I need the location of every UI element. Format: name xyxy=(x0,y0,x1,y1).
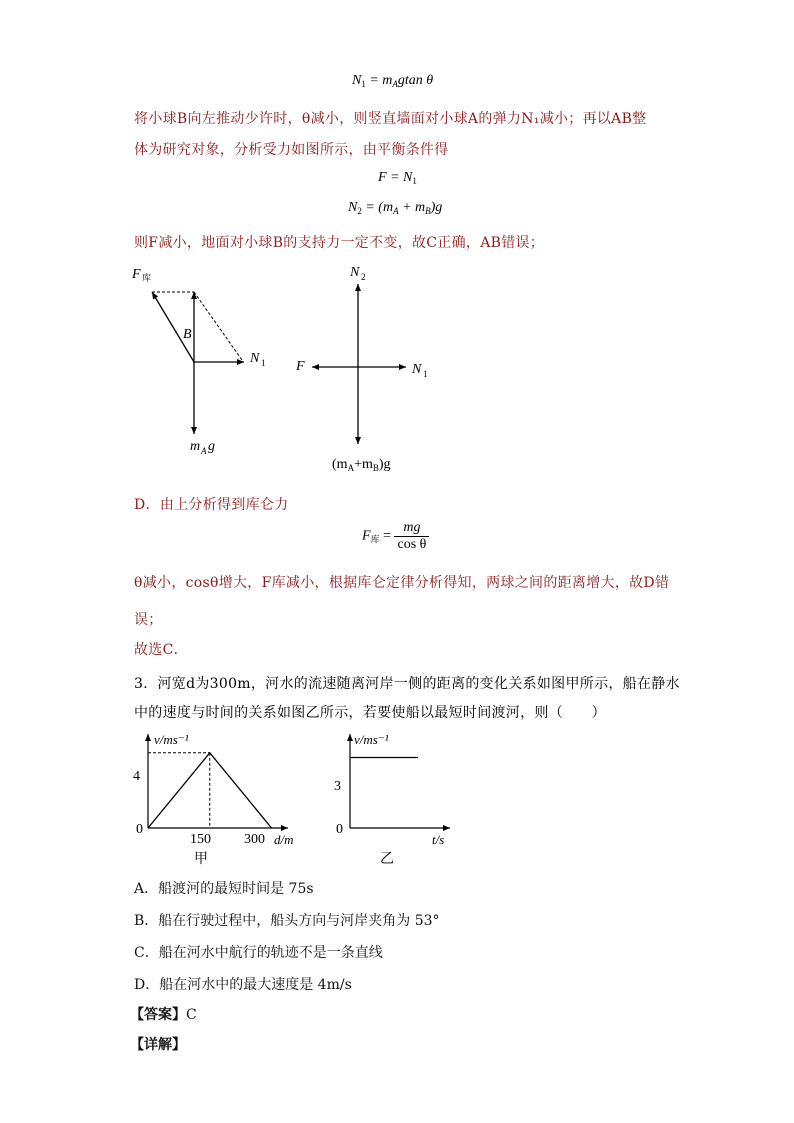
equation-n1: $N_1 = m_Agtan$ θ xyxy=(352,73,434,89)
label-f-ku: F xyxy=(132,267,141,282)
answer-value: C xyxy=(186,1007,197,1023)
label-f-ku-sub: 库 xyxy=(142,273,152,283)
equation-coulomb: $F_库$ = $\frac{mg}{\text{cos θ}}$ xyxy=(362,520,429,553)
option-a: A．船渡河的最短时间是 75s xyxy=(134,881,314,897)
paragraph-line: 则F减小，地面对小球B的支持力一定不变，故C正确，AB错误； xyxy=(134,235,545,251)
label-n2: N xyxy=(350,265,360,280)
label-b: B xyxy=(183,327,192,342)
x-tick-label: 300 xyxy=(244,832,265,847)
x-axis-label: t/s xyxy=(432,832,445,847)
paragraph-line: θ减小，cosθ增大，F库减小，根据库仑定律分析得知，两球之间的距离增大，故D错 xyxy=(134,575,670,591)
label-total-gravity: $(m_A+m_B)g$ xyxy=(332,457,391,473)
x-tick-label: 150 xyxy=(190,832,211,847)
label-mag-sub: A xyxy=(201,446,207,456)
chart-title: 甲 xyxy=(194,852,208,867)
question-line: 中的速度与时间的关系如图乙所示，若要使船以最短时间渡河，则（ ） xyxy=(134,705,606,721)
equation-f: $F = N_1$ xyxy=(378,170,417,186)
paragraph-line: 误； xyxy=(134,612,163,628)
paragraph-line: 将小球B向左推动少许时，θ减小，则竖直墙面对小球A的弹力N₁减小；再以AB整 xyxy=(134,111,647,127)
answer-label: 【答案】 xyxy=(130,1007,186,1023)
answer xyxy=(130,1004,197,1024)
chart-yi xyxy=(328,730,468,870)
force-diagram-ab-system xyxy=(290,262,450,474)
question-line: 3．河宽d为300m，河水的流速随离河岸一侧的距离的变化关系如图甲所示，船在静水 xyxy=(134,676,680,692)
option-c: C．船在河水中航行的轨迹不是一条直线 xyxy=(134,945,383,961)
y-tick-label: 3 xyxy=(334,779,341,794)
origin-label: 0 xyxy=(336,822,343,837)
equation-n2: $N_2 = (m_A + m_B)g$ xyxy=(348,200,443,216)
x-axis-label: d/m xyxy=(274,832,294,847)
origin-label: 0 xyxy=(136,822,143,837)
force-diagram-ball-b xyxy=(128,262,288,462)
label-n1: N xyxy=(412,362,422,377)
label-mag-m: m xyxy=(190,439,201,454)
label-n1: N xyxy=(250,351,260,366)
chart-title: 乙 xyxy=(380,852,394,867)
chart-jia xyxy=(128,730,308,870)
label-f: F xyxy=(296,359,305,374)
y-tick-label: 4 xyxy=(133,769,140,784)
y-axis-label: v/ms⁻¹ xyxy=(354,732,389,747)
label-n1-sub: 1 xyxy=(423,369,428,379)
option-d-lead: D．由上分析得到库仑力 xyxy=(134,497,289,513)
option-d: D．船在河水中的最大速度是 4m/s xyxy=(134,977,352,993)
paragraph-line: 体为研究对象，分析受力如图所示，由平衡条件得 xyxy=(134,142,449,158)
conclusion: 故选C． xyxy=(134,642,188,658)
label-n1-sub: 1 xyxy=(261,358,266,368)
detail-label: 【详解】 xyxy=(130,1037,186,1053)
label-n2-sub: 2 xyxy=(361,272,366,282)
option-b: B．船在行驶过程中，船头方向与河岸夹角为 53° xyxy=(134,913,440,929)
label-mag-g: g xyxy=(208,439,215,454)
y-axis-label: v/ms⁻¹ xyxy=(154,732,189,747)
